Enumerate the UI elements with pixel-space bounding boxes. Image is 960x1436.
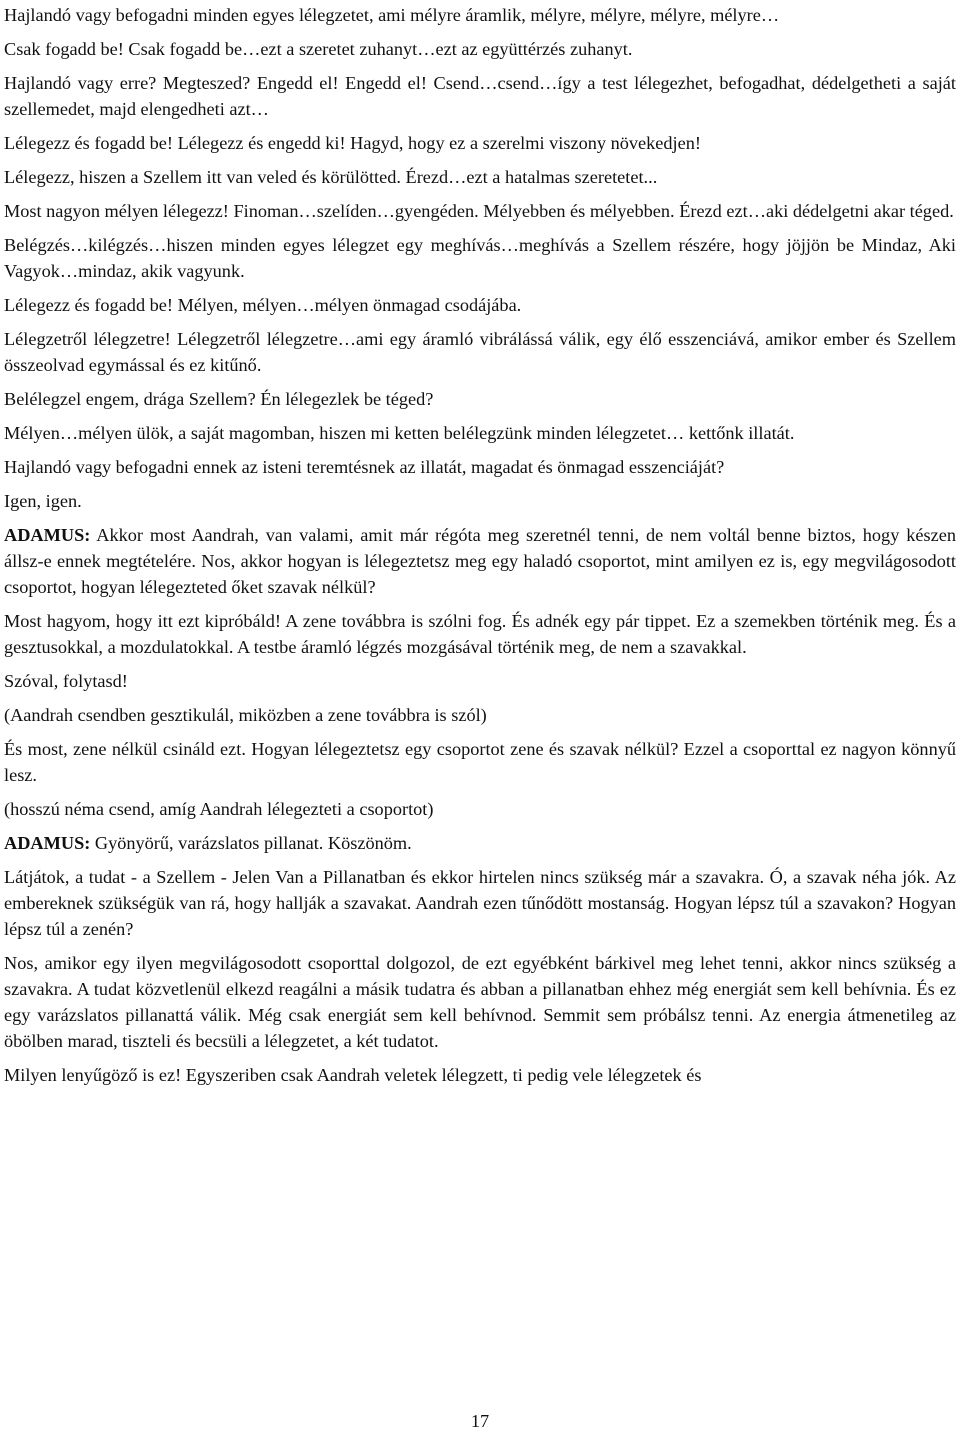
speaker-label: ADAMUS: [4,833,91,853]
paragraph: Lélegezz és fogadd be! Mélyen, mélyen…mélyen önmagad csodájába. [4,295,522,315]
paragraph: Hajlandó vagy erre? Megteszed? Engedd el! Engedd el! Csend…csend…így a test lélegezhet, befogadhat, dédelgetheti a saját szellemedet, majd elengedheti azt… [4,73,956,119]
paragraph: Nos, amikor egy ilyen megvilágosodott csoporttal dolgozol, de ezt egyébként bárkivel meg lehet tenni, akkor nincs szükség a szavakra. A tudat közvetlenül elkezd reagálni a másik tudatra és abban a pillanatban ehhez még energiát sem kell behívnia. És ez egy varázslatos pillanattá válik. Még csak energiát sem kell behívnod. Semmit sem próbálsz tenni. Az energia átmenetileg az öbölben marad, tiszteli és becsüli a lélegzetet, a két tudatot. [4,953,956,1051]
paragraph: Most hagyom, hogy itt ezt kipróbáld! A zene továbbra is szólni fog. És adnék egy pár tippet. Ez a szemekben történik meg. És a gesztusokkal, a mozdulatokkal. A testbe áramló légzés mozgásával történik meg, de nem a szavakkal. [4,611,956,657]
paragraph: Lélegzetről lélegzetre! Lélegzetről lélegzetre…ami egy áramló vibrálássá válik, egy élő esszenciává, amikor ember és Szellem összeolvad egymással és ez kitűnő. [4,329,956,375]
paragraph: Igen, igen. [4,491,82,511]
paragraph: Belélegzel engem, drága Szellem? Én lélegezlek be téged? [4,389,434,409]
stage-direction: (hosszú néma csend, amíg Aandrah lélegezteti a csoportot) [4,799,434,819]
stage-direction: (Aandrah csendben gesztikulál, miközben a zene továbbra is szól) [4,705,487,725]
paragraph: Látjátok, a tudat - a Szellem - Jelen Van a Pillanatban és ekkor hirtelen nincs szükség már a szavakra. Ó, a szavak néha jók. Az embereknek szükségük van rá, hogy hallják a szavakat. Aandrah ezen tűnődött mostanság. Hogyan lépsz túl a szavakon? Hogyan lépsz túl a zenén? [4,867,956,939]
speaker-text: Gyönyörű, varázslatos pillanat. Köszönöm. [90,833,412,853]
paragraph: És most, zene nélkül csináld ezt. Hogyan lélegeztetsz egy csoportot zene és szavak nélkül? Ezzel a csoporttal ez nagyon könnyű lesz. [4,739,956,785]
paragraph: Lélegezz és fogadd be! Lélegezz és engedd ki! Hagyd, hogy ez a szerelmi viszony növekedjen! [4,133,701,153]
document-body [4,0,956,1088]
paragraph: Mélyen…mélyen ülök, a saját magomban, hiszen mi ketten belélegzünk minden lélegzetet… kettőnk illatát. [4,423,795,443]
paragraph: Most nagyon mélyen lélegezz! Finoman…szelíden…gyengéden. Mélyebben és mélyebben. Érezd ezt…aki dédelgetni akar téged. [4,201,954,221]
paragraph: Szóval, folytasd! [4,671,128,691]
speaker-text: Akkor most Aandrah, van valami, amit már régóta meg szeretnél tenni, de nem voltál benne biztos, hogy készen állsz-e ennek megtételére. Nos, akkor hogyan is lélegeztetsz meg egy haladó csoportot, mint amilyen ez is, egy megvilágosodott csoportot, hogyan lélegezteted őket szavak nélkül? [4,525,956,597]
speaker-paragraph [4,522,956,600]
page-number: 17 [470,1411,490,1431]
paragraph: Lélegezz, hiszen a Szellem itt van veled és körülötted. Érezd…ezt a hatalmas szeretetet... [4,167,658,187]
paragraph: Hajlandó vagy befogadni minden egyes lélegzetet, ami mélyre áramlik, mélyre, mélyre, mélyre, mélyre… [4,5,780,25]
paragraph: Hajlandó vagy befogadni ennek az isteni teremtésnek az illatát, magadat és önmagad esszenciáját? [4,457,725,477]
speaker-label: ADAMUS: [4,525,91,545]
paragraph: Milyen lenyűgöző is ez! Egyszeriben csak Aandrah veletek lélegzett, ti pedig vele lélegzetek és [4,1065,702,1085]
paragraph: Csak fogadd be! Csak fogadd be…ezt a szeretet zuhanyt…ezt az együttérzés zuhanyt. [4,39,633,59]
speaker-paragraph [4,830,956,856]
paragraph: Belégzés…kilégzés…hiszen minden egyes lélegzet egy meghívás…meghívás a Szellem részére, hogy jöjjön be Mindaz, Aki Vagyok…mindaz, akik vagyunk. [4,235,956,281]
